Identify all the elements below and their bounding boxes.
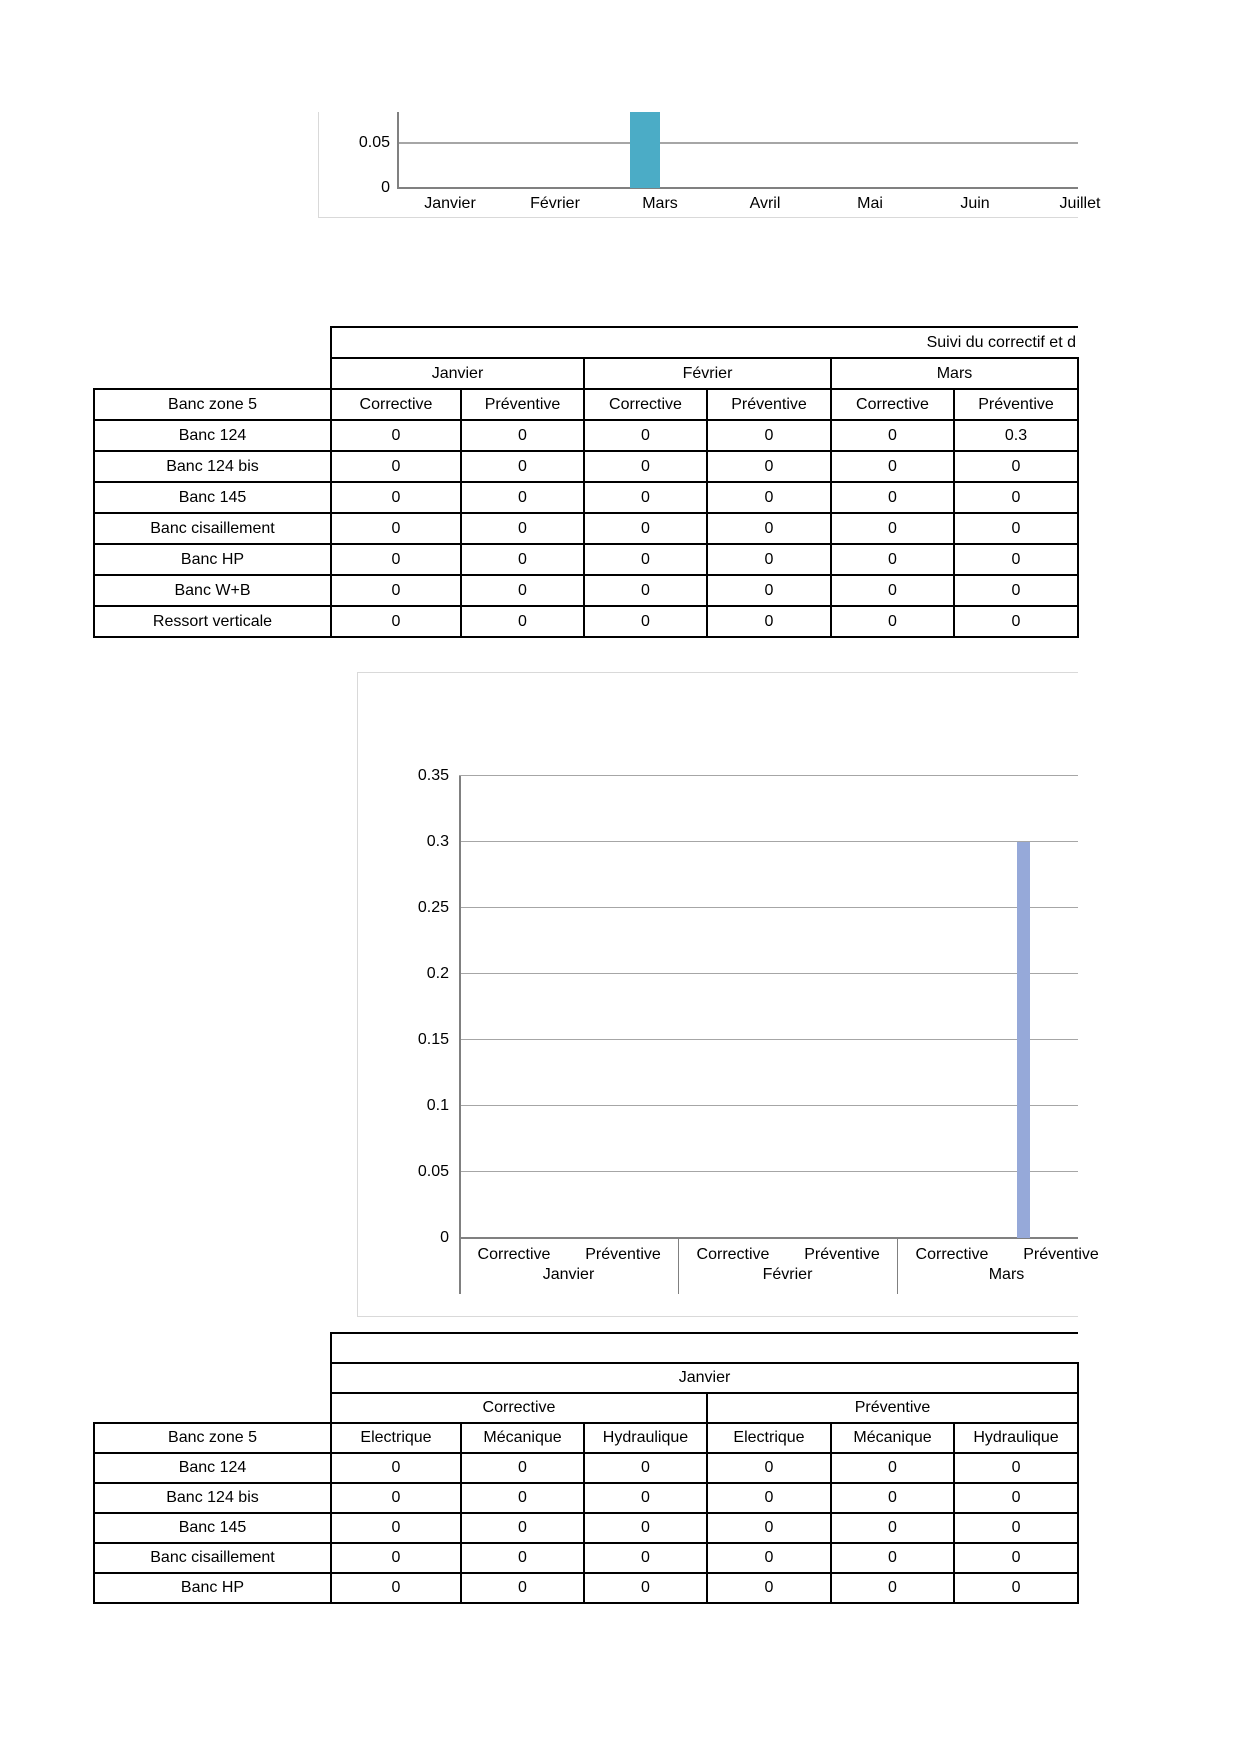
row-label: Banc HP bbox=[94, 544, 331, 575]
gridline bbox=[459, 973, 1078, 974]
x-month-label: Mars bbox=[988, 1266, 1025, 1283]
value-cell: 0 bbox=[461, 1483, 584, 1513]
value-cell: 0 bbox=[461, 1573, 584, 1603]
row-label: Banc 145 bbox=[94, 1513, 331, 1543]
value-cell: 0 bbox=[954, 575, 1078, 606]
value-cell: 0 bbox=[331, 575, 461, 606]
value-cell: 0 bbox=[954, 482, 1078, 513]
x-tick-label: Janvier bbox=[424, 195, 476, 212]
bar-mars-preventive bbox=[1017, 842, 1030, 1238]
header-cell: Suivi du correctif et d bbox=[331, 327, 1078, 358]
value-cell: 0 bbox=[584, 544, 707, 575]
header-cell: Mars bbox=[831, 358, 1078, 389]
x-sub-label: Corrective bbox=[477, 1246, 551, 1263]
value-cell: 0 bbox=[331, 1453, 461, 1483]
header-cell: Banc zone 5 bbox=[94, 389, 331, 420]
chart-frame bbox=[357, 672, 1078, 1317]
value-cell: 0 bbox=[707, 544, 831, 575]
value-cell: 0 bbox=[584, 482, 707, 513]
value-cell: 0 bbox=[331, 1543, 461, 1573]
gridline bbox=[459, 1039, 1078, 1040]
empty-cell bbox=[331, 1333, 1078, 1363]
value-cell: 0 bbox=[707, 451, 831, 482]
row-label: Banc 124 bis bbox=[94, 451, 331, 482]
header-cell: Préventive bbox=[954, 389, 1078, 420]
y-tick-label: 0.3 bbox=[426, 833, 449, 850]
value-cell: 0 bbox=[831, 575, 954, 606]
value-cell: 0 bbox=[954, 1573, 1078, 1603]
value-cell: 0 bbox=[831, 1543, 954, 1573]
x-tick-label: Mai bbox=[857, 195, 883, 212]
value-cell: 0 bbox=[707, 482, 831, 513]
x-tick-label: Juin bbox=[960, 195, 990, 212]
empty-cell bbox=[94, 1393, 331, 1423]
y-tick-label: 0.35 bbox=[417, 767, 449, 784]
value-cell: 0 bbox=[584, 420, 707, 451]
x-sub-label: Préventive bbox=[804, 1246, 880, 1263]
y-tick-label: 0.05 bbox=[358, 134, 390, 151]
value-cell: 0 bbox=[707, 1513, 831, 1543]
x-sub-label: Préventive bbox=[1023, 1246, 1099, 1263]
value-cell: 0 bbox=[331, 1573, 461, 1603]
value-cell: 0 bbox=[461, 1453, 584, 1483]
gridline bbox=[459, 775, 1078, 776]
value-cell: 0 bbox=[461, 513, 584, 544]
value-cell: 0 bbox=[831, 1483, 954, 1513]
value-cell: 0 bbox=[331, 1483, 461, 1513]
value-cell: 0 bbox=[584, 1483, 707, 1513]
value-cell: 0 bbox=[954, 1453, 1078, 1483]
header-cell: Mécanique bbox=[461, 1423, 584, 1453]
value-cell: 0 bbox=[461, 1513, 584, 1543]
value-cell: 0 bbox=[831, 1573, 954, 1603]
value-cell: 0 bbox=[954, 513, 1078, 544]
value-cell: 0 bbox=[331, 1513, 461, 1543]
y-tick-label: 0 bbox=[381, 179, 390, 196]
x-tick-label: Avril bbox=[749, 195, 781, 212]
value-cell: 0 bbox=[331, 482, 461, 513]
header-cell: Janvier bbox=[331, 1363, 1078, 1393]
value-cell: 0 bbox=[954, 451, 1078, 482]
gridline bbox=[459, 1237, 1078, 1239]
value-cell: 0 bbox=[831, 420, 954, 451]
row-label: Banc cisaillement bbox=[94, 513, 331, 544]
gridline bbox=[459, 841, 1078, 842]
row-label: Banc W+B bbox=[94, 575, 331, 606]
x-tick-label: Mars bbox=[642, 195, 678, 212]
row-label: Ressort verticale bbox=[94, 606, 331, 637]
value-cell: 0 bbox=[707, 575, 831, 606]
value-cell: 0 bbox=[584, 451, 707, 482]
value-cell: 0 bbox=[831, 1453, 954, 1483]
header-cell: Banc zone 5 bbox=[94, 1423, 331, 1453]
value-cell: 0 bbox=[461, 1543, 584, 1573]
row-label: Banc cisaillement bbox=[94, 1543, 331, 1573]
header-cell: Corrective bbox=[831, 389, 954, 420]
value-cell: 0 bbox=[331, 544, 461, 575]
header-cell: Janvier bbox=[331, 358, 584, 389]
value-cell: 0 bbox=[331, 451, 461, 482]
value-cell: 0 bbox=[831, 482, 954, 513]
header-cell: Electrique bbox=[707, 1423, 831, 1453]
value-cell: 0 bbox=[331, 513, 461, 544]
value-cell: 0 bbox=[707, 420, 831, 451]
value-cell: 0 bbox=[461, 482, 584, 513]
value-cell: 0 bbox=[954, 606, 1078, 637]
y-tick-label: 0.2 bbox=[426, 965, 449, 982]
y-axis-line bbox=[459, 776, 461, 1294]
x-sub-label: Préventive bbox=[585, 1246, 661, 1263]
y-tick-label: 0 bbox=[440, 1229, 449, 1246]
value-cell: 0 bbox=[584, 606, 707, 637]
value-cell: 0 bbox=[584, 1513, 707, 1543]
value-cell: 0 bbox=[954, 1513, 1078, 1543]
value-cell: 0 bbox=[707, 1573, 831, 1603]
header-cell: Corrective bbox=[331, 389, 461, 420]
row-label: Banc HP bbox=[94, 1573, 331, 1603]
value-cell: 0 bbox=[584, 1573, 707, 1603]
header-cell: Hydraulique bbox=[954, 1423, 1078, 1453]
header-cell: Février bbox=[584, 358, 831, 389]
x-tick-label: Juillet bbox=[1059, 195, 1101, 212]
y-tick-label: 0.25 bbox=[417, 899, 449, 916]
row-label: Banc 124 bbox=[94, 1453, 331, 1483]
value-cell: 0 bbox=[831, 1513, 954, 1543]
header-cell: Electrique bbox=[331, 1423, 461, 1453]
header-cell: Préventive bbox=[707, 1393, 1078, 1423]
value-cell: 0 bbox=[954, 544, 1078, 575]
header-cell: Corrective bbox=[331, 1393, 707, 1423]
header-cell: Préventive bbox=[461, 389, 584, 420]
value-cell: 0 bbox=[707, 1543, 831, 1573]
suivi-table-by-trade bbox=[93, 1332, 1079, 1604]
value-cell: 0 bbox=[584, 575, 707, 606]
value-cell: 0 bbox=[707, 1483, 831, 1513]
value-cell: 0 bbox=[831, 606, 954, 637]
value-cell: 0 bbox=[461, 575, 584, 606]
row-label: Banc 145 bbox=[94, 482, 331, 513]
header-cell: Mécanique bbox=[831, 1423, 954, 1453]
value-cell: 0 bbox=[461, 451, 584, 482]
value-cell: 0 bbox=[831, 451, 954, 482]
header-cell: Préventive bbox=[707, 389, 831, 420]
value-cell: 0 bbox=[954, 1543, 1078, 1573]
x-month-label: Février bbox=[762, 1266, 813, 1283]
x-month-label: Janvier bbox=[542, 1266, 595, 1283]
value-cell: 0 bbox=[707, 606, 831, 637]
value-cell: 0 bbox=[461, 420, 584, 451]
value-cell: 0.3 bbox=[954, 420, 1078, 451]
y-tick-label: 0.15 bbox=[417, 1031, 449, 1048]
value-cell: 0 bbox=[831, 544, 954, 575]
value-cell: 0 bbox=[954, 1483, 1078, 1513]
gridline bbox=[459, 907, 1078, 908]
empty-cell bbox=[94, 1333, 331, 1363]
value-cell: 0 bbox=[461, 544, 584, 575]
value-cell: 0 bbox=[584, 513, 707, 544]
gridline bbox=[459, 1105, 1078, 1106]
value-cell: 0 bbox=[331, 420, 461, 451]
x-sub-label: Corrective bbox=[915, 1246, 989, 1263]
x-tick-label: Février bbox=[530, 195, 580, 212]
value-cell: 0 bbox=[707, 1453, 831, 1483]
row-label: Banc 124 bbox=[94, 420, 331, 451]
value-cell: 0 bbox=[831, 513, 954, 544]
value-cell: 0 bbox=[461, 606, 584, 637]
value-cell: 0 bbox=[331, 606, 461, 637]
header-cell: Corrective bbox=[584, 389, 707, 420]
gridline bbox=[459, 1171, 1078, 1172]
row-label: Banc 124 bis bbox=[94, 1483, 331, 1513]
y-tick-label: 0.05 bbox=[417, 1163, 449, 1180]
header-cell: Hydraulique bbox=[584, 1423, 707, 1453]
y-tick-label: 0.1 bbox=[426, 1097, 449, 1114]
x-sub-label: Corrective bbox=[696, 1246, 770, 1263]
empty-cell bbox=[94, 1363, 331, 1393]
value-cell: 0 bbox=[584, 1543, 707, 1573]
value-cell: 0 bbox=[707, 513, 831, 544]
value-cell: 0 bbox=[584, 1453, 707, 1483]
